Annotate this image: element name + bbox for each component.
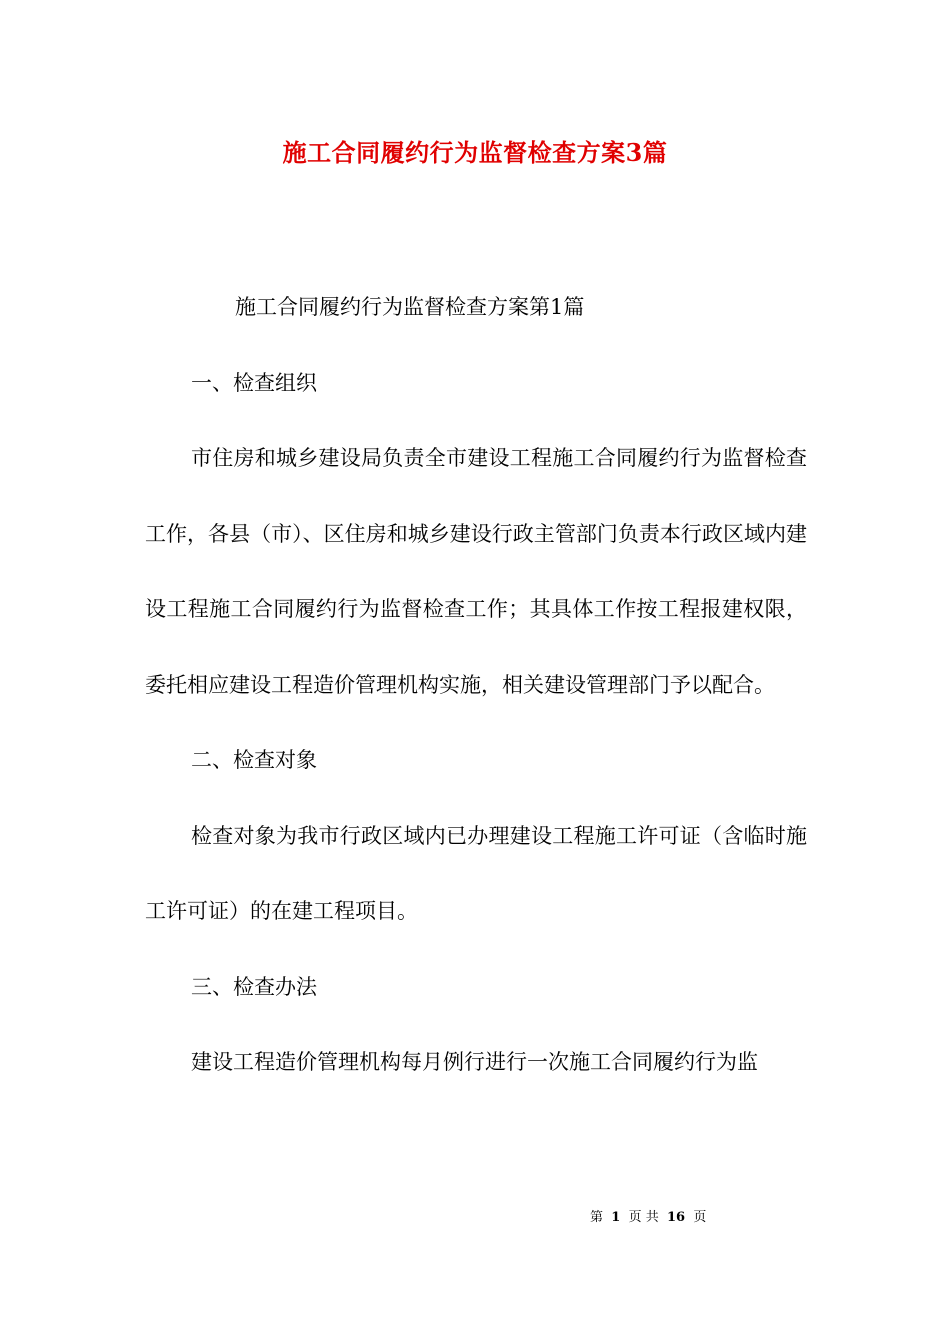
footer-suffix: 页 bbox=[693, 1210, 707, 1225]
footer-middle: 页 共 bbox=[628, 1210, 659, 1225]
heading-inspection-methods: 三、检查办法 bbox=[191, 974, 317, 999]
heading-inspection-organization: 一、检查组织 bbox=[191, 370, 317, 395]
paragraph-inspection-targets: 检查对象为我市行政区域内已办理建设工程施工许可证（含临时施工许可证）的在建工程项目。 bbox=[145, 823, 807, 923]
footer-prefix: 第 bbox=[590, 1210, 604, 1225]
document-body bbox=[145, 270, 807, 1101]
footer-total-pages: 16 bbox=[667, 1210, 686, 1225]
heading-inspection-targets: 二、检查对象 bbox=[191, 748, 317, 772]
document-title: 施工合同履约行为监督检查方案3篇 bbox=[282, 138, 668, 167]
paragraph-inspection-methods: 建设工程造价管理机构每月例行进行一次施工合同履约行为监 bbox=[191, 1050, 758, 1074]
footer-current-page: 1 bbox=[611, 1210, 621, 1225]
paragraph-inspection-organization: 市住房和城乡建设局负责全市建设工程施工合同履约行为监督检查工作，各县（市）、区住房和城乡建设行政主管部门负责本行政区域内建设工程施工合同履约行为监督检查工作；其具体工作按工程报建权限，委托相应建设工程造价管理机构实施，相关建设管理部门予以配合。 bbox=[145, 446, 807, 697]
section-heading-part-1: 施工合同履约行为监督检查方案第1篇 bbox=[235, 295, 585, 319]
page-footer bbox=[590, 1208, 706, 1228]
